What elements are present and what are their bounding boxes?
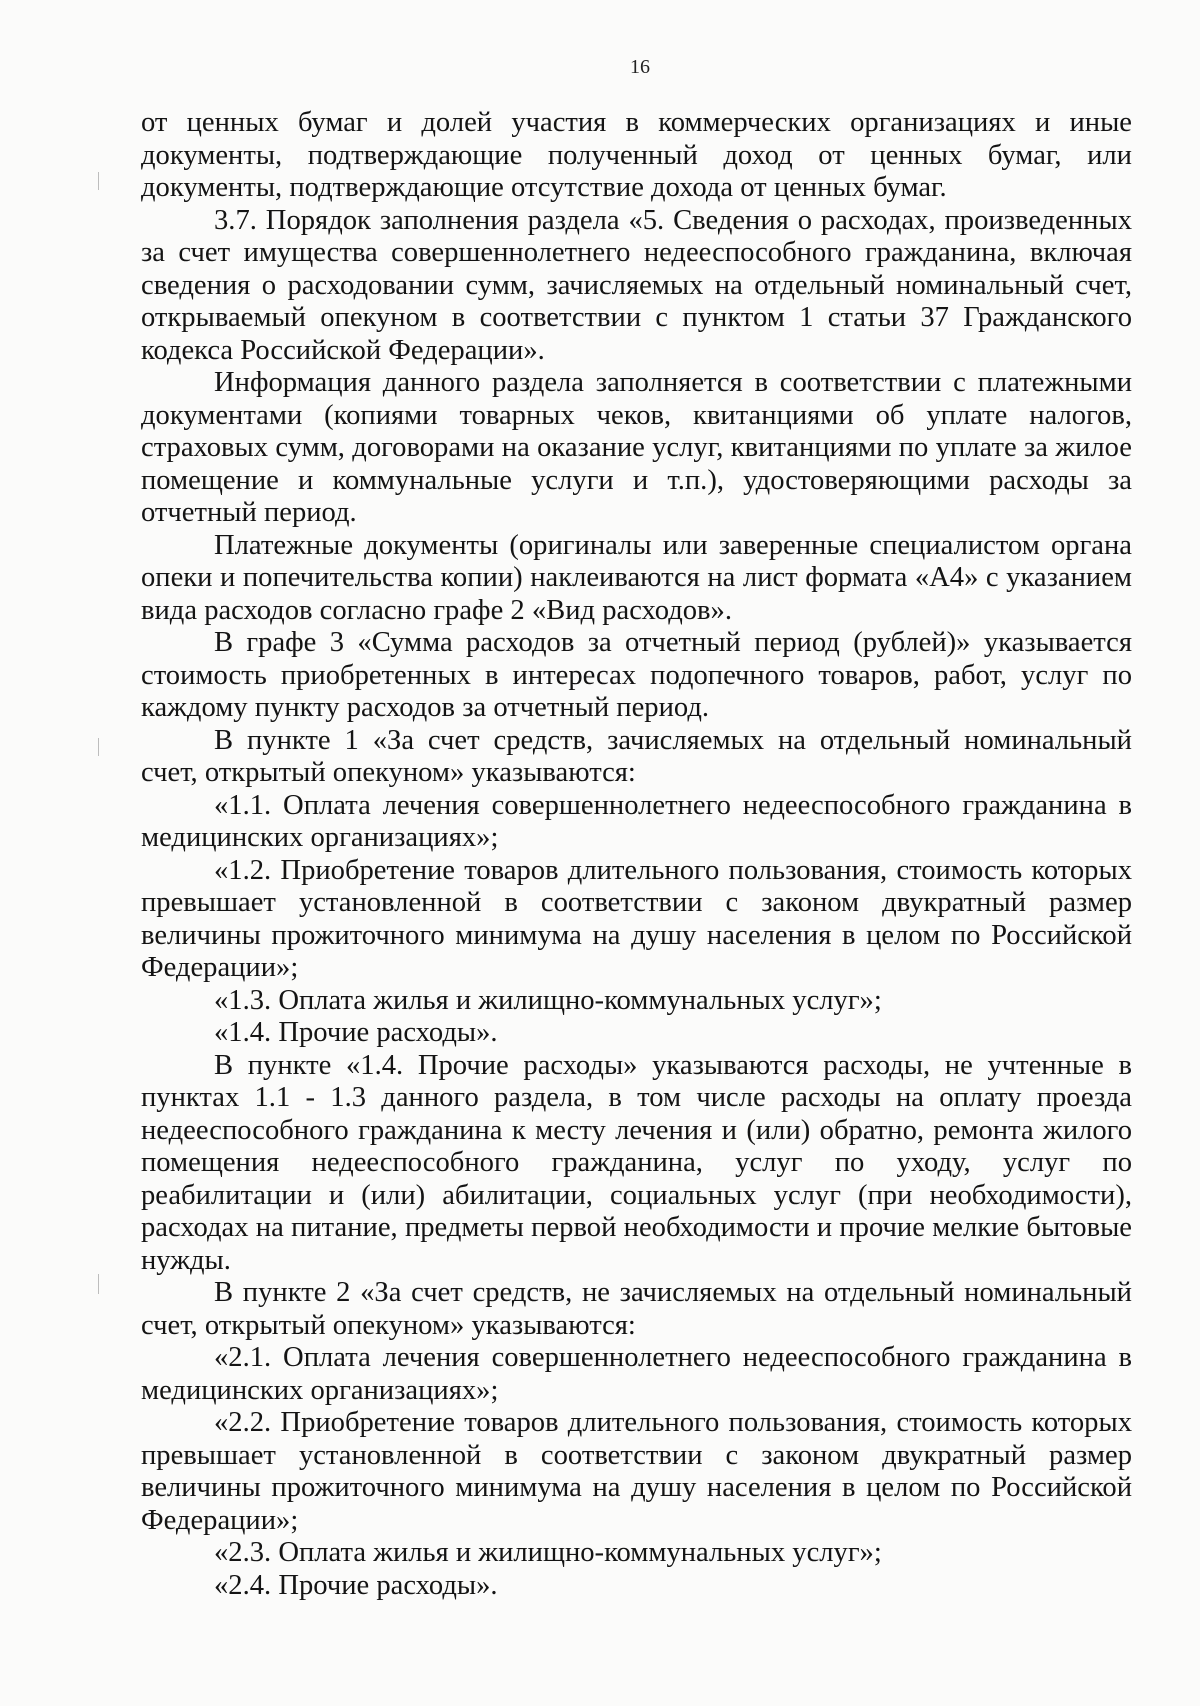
paragraph: Платежные документы (оригиналы или заверенные специалистом органа опеки и попечительства копии) наклеиваются на лист формата «А4» с указанием вида расходов согласно графе 2 «Вид расходов». bbox=[141, 529, 1132, 626]
paragraph: В графе 3 «Сумма расходов за отчетный период (рублей)» указывается стоимость приобретенных в интересах подопечного товаров, работ, услуг по каждому пункту расходов за отчетный период. bbox=[141, 627, 1132, 723]
paragraph: «2.2. Приобретение товаров длительного пользования, стоимость которых превышает установленной в соответствии с законом двукратный размер величины прожиточного минимума на душу населения в целом по Российской Федерации»; bbox=[141, 1407, 1132, 1536]
scan-margin-mark bbox=[98, 1274, 99, 1294]
paragraph: «2.1. Оплата лечения совершеннолетнего недееспособного гражданина в медицинских организациях»; bbox=[141, 1342, 1132, 1406]
scan-margin-mark bbox=[98, 738, 99, 756]
paragraph: В пункте «1.4. Прочие расходы» указываются расходы, не учтенные в пунктах 1.1 - 1.3 данного раздела, в том числе расходы на оплату проезда недееспособного гражданина к месту лечения и (или) обратно, ремонта жилого помещения недееспособного гражданина, услуг по уходу, услуг по реабилитации и (или) абилитации, социальных услуг (при необходимости), расходах на питание, предметы первой необходимости и прочие мелкие бытовые нужды. bbox=[141, 1049, 1132, 1276]
paragraph: В пункте 2 «За счет средств, не зачисляемых на отдельный номинальный счет, открытый опекуном» указываются: bbox=[141, 1277, 1132, 1341]
paragraph: «1.1. Оплата лечения совершеннолетнего недееспособного гражданина в медицинских организациях»; bbox=[141, 789, 1132, 853]
paragraph: «1.4. Прочие расходы». bbox=[214, 1017, 498, 1048]
paragraph: «1.3. Оплата жилья и жилищно-коммунальных услуг»; bbox=[214, 984, 882, 1016]
paragraph: от ценных бумаг и долей участия в коммерческих организациях и иные документы, подтверждающие полученный доход от ценных бумаг, или документы, подтверждающие отсутствие дохода от ценных бумаг. bbox=[141, 107, 1132, 203]
paragraph: «2.3. Оплата жилья и жилищно-коммунальных услуг»; bbox=[214, 1537, 882, 1568]
paragraph: 3.7. Порядок заполнения раздела «5. Сведения о расходах, произведенных за счет имущества совершеннолетнего недееспособного гражданина, включая сведения о расходовании сумм, зачисляемых на отдельный номинальный счет, открываемый опекуном в соответствии с пунктом 1 статьи 37 Гражданского кодекса Российской Федерации». bbox=[141, 204, 1132, 366]
paragraph: «1.2. Приобретение товаров длительного пользования, стоимость которых превышает установленной в соответствии с законом двукратный размер величины прожиточного минимума на душу населения в целом по Российской Федерации»; bbox=[141, 854, 1132, 983]
paragraph: Информация данного раздела заполняется в соответствии с платежными документами (копиями товарных чеков, квитанциями об уплате налогов, страховых сумм, договорами на оказание услуг, квитанциями по уплате за жилое помещение и коммунальные услуги и т.п.), удостоверяющими расходы за отчетный период. bbox=[141, 367, 1132, 528]
page-number: 16 bbox=[630, 56, 650, 78]
scan-margin-mark bbox=[98, 172, 99, 190]
paragraph: «2.4. Прочие расходы». bbox=[214, 1569, 498, 1601]
document-body bbox=[141, 107, 1132, 1602]
paragraph: В пункте 1 «За счет средств, зачисляемых на отдельный номинальный счет, открытый опекуном» указываются: bbox=[141, 724, 1132, 788]
